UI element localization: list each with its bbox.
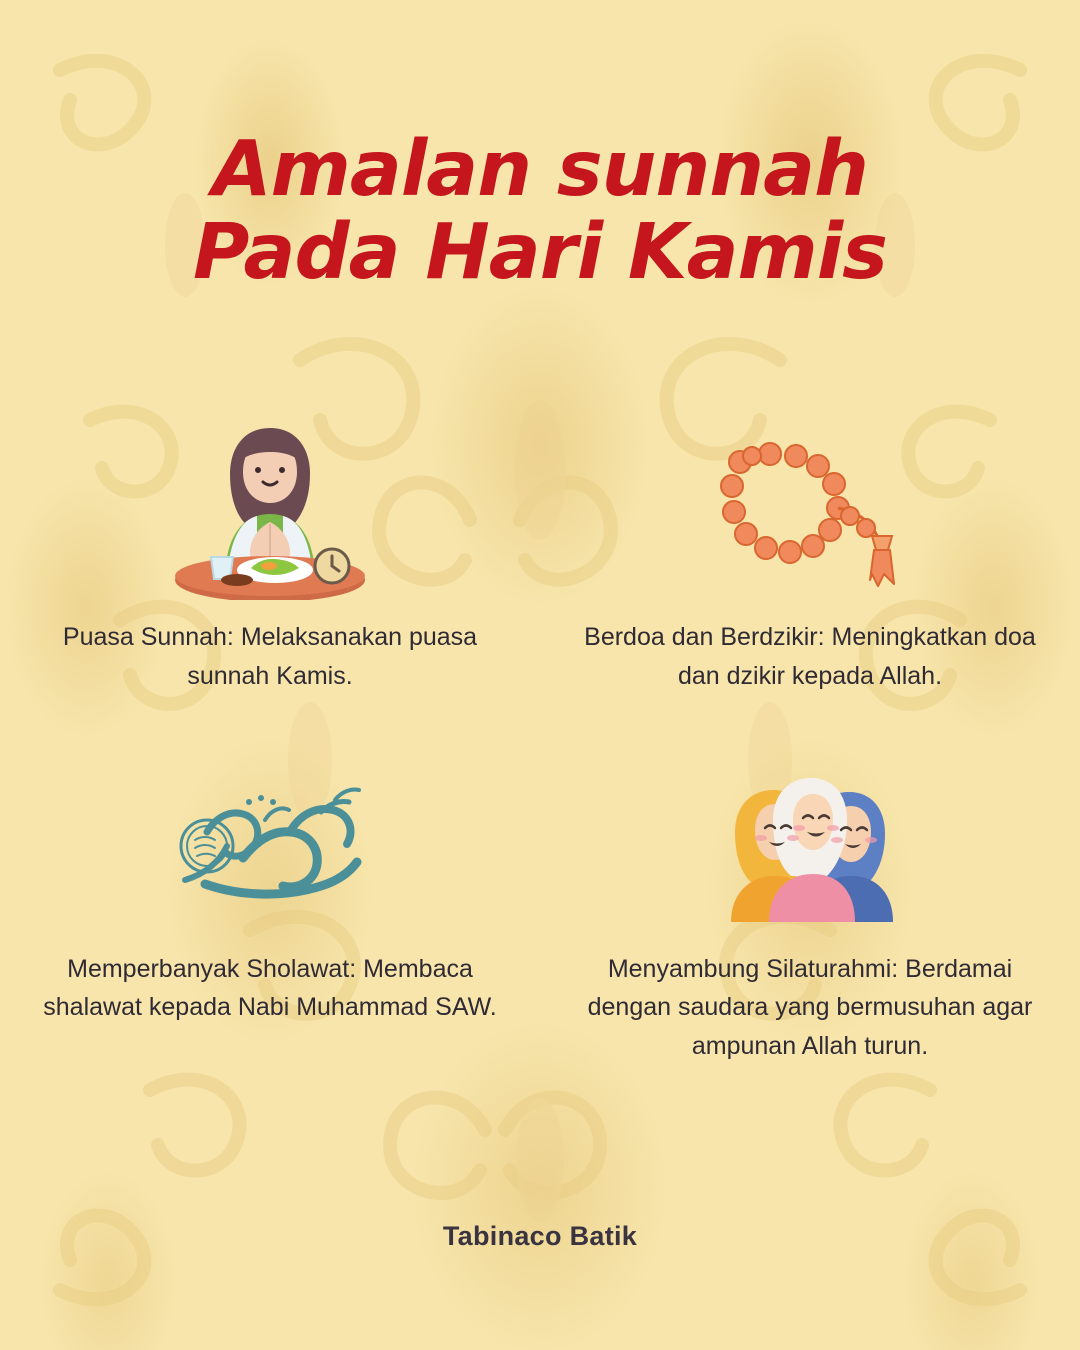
sunnah-item-puasa-text: Puasa Sunnah: Melaksanakan puasa sunnah Kamis. <box>62 623 478 690</box>
sunnah-item-berdoa <box>540 400 1080 696</box>
fasting-woman-praying-icon <box>165 400 375 600</box>
prayer-beads-tasbih-icon <box>700 400 920 600</box>
poster-title <box>0 125 1080 298</box>
title-line-1: Amalan sunnah <box>212 125 868 214</box>
sunnah-item-silaturahmi <box>540 742 1080 1066</box>
sunnah-item-puasa <box>0 400 540 696</box>
sunnah-item-sholawat <box>0 742 540 1066</box>
title-line-2: Pada Hari Kamis <box>192 208 888 298</box>
sunnah-item-silaturahmi-text: Menyambung Silaturahmi: Berdamai dengan saudara yang bermusuhan agar ampunan Allah turun. <box>587 954 1033 1060</box>
three-women-hugging-icon <box>695 742 925 932</box>
sunnah-items-grid <box>0 400 1080 1066</box>
sunnah-item-sholawat-text: Memperbanyak Sholawat: Membaca shalawat kepada Nabi Muhammad SAW. <box>43 954 497 1022</box>
footer-brand: Tabinaco Batik <box>442 1221 638 1251</box>
sunnah-item-berdoa-text: Berdoa dan Berdzikir: Meningkatkan doa dan dzikir kepada Allah. <box>584 623 1036 690</box>
muhammad-calligraphy-icon <box>145 742 395 932</box>
